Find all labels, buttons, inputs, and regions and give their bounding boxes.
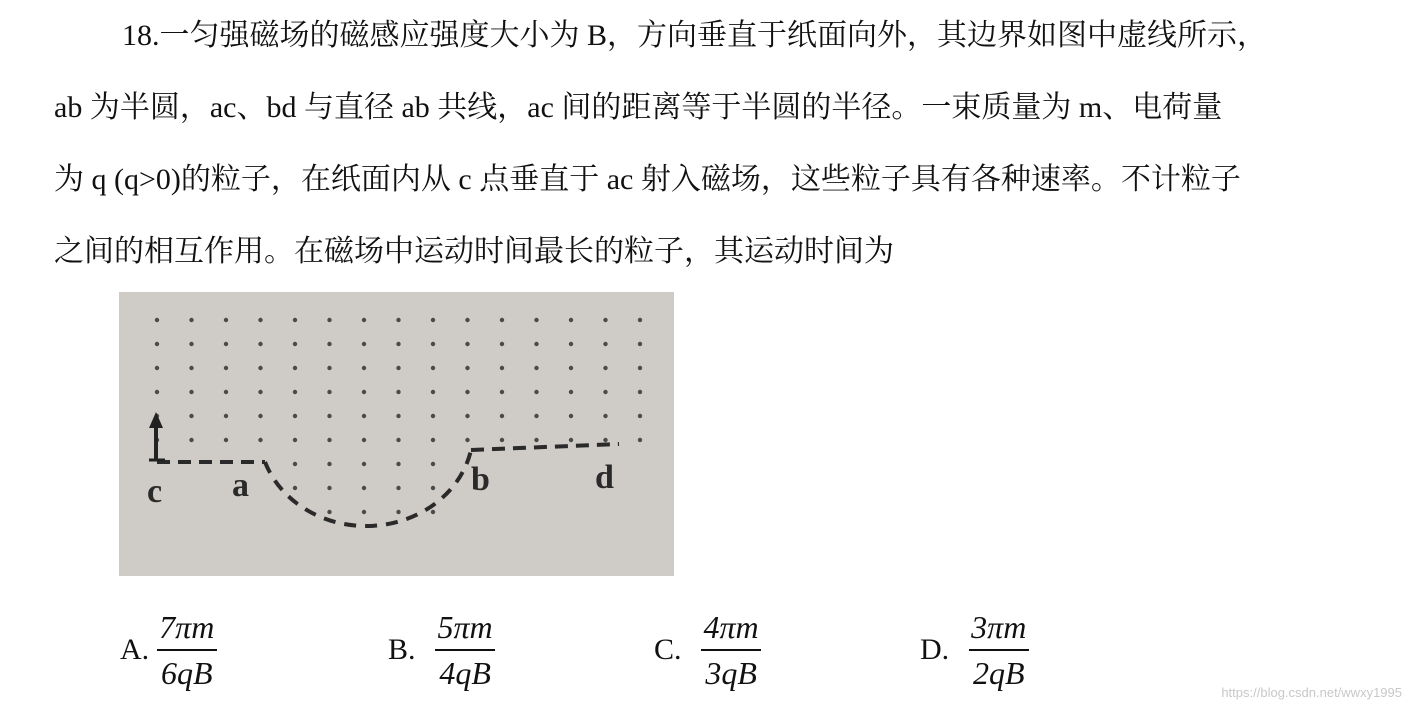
- field-dot: [534, 390, 538, 394]
- field-dot: [362, 486, 366, 490]
- field-dot: [293, 342, 297, 346]
- field-dot: [224, 366, 228, 370]
- field-dot: [155, 318, 159, 322]
- field-dot: [189, 414, 193, 418]
- field-dot: [362, 510, 366, 514]
- field-dot: [500, 318, 504, 322]
- question-line: 之间的相互作用。在磁场中运动时间最长的粒子，其运动时间为: [54, 235, 894, 268]
- field-dot: [396, 318, 400, 322]
- option-b[interactable]: [388, 600, 497, 700]
- field-dot: [534, 342, 538, 346]
- field-dot: [431, 486, 435, 490]
- field-dot: [362, 438, 366, 442]
- option-fraction: [700, 607, 763, 693]
- field-dot: [396, 510, 400, 514]
- option-fraction: [155, 607, 218, 693]
- field-dot: [569, 390, 573, 394]
- field-dot: [327, 342, 331, 346]
- field-dot: [396, 486, 400, 490]
- field-dot: [534, 414, 538, 418]
- question-line: 18.一匀强磁场的磁感应强度大小为 B，方向垂直于纸面向外，其边界如图中虚线所示，: [122, 19, 1268, 52]
- field-dot: [189, 342, 193, 346]
- field-dot: [603, 438, 607, 442]
- field-dot: [155, 342, 159, 346]
- option-letter: A.: [120, 633, 150, 666]
- field-dot: [293, 414, 297, 418]
- field-dot: [396, 342, 400, 346]
- option-letter: C.: [654, 633, 682, 666]
- figure-background: [119, 292, 674, 576]
- fraction-numerator: 7πm: [159, 609, 215, 645]
- field-dot: [258, 414, 262, 418]
- fraction-numerator: 4πm: [703, 609, 759, 645]
- field-dot: [500, 342, 504, 346]
- fraction-denominator: 6qB: [157, 649, 217, 693]
- fraction-numerator: 5πm: [437, 609, 493, 645]
- field-dot: [465, 366, 469, 370]
- field-dot: [189, 438, 193, 442]
- field-dot: [431, 438, 435, 442]
- field-dot: [465, 438, 469, 442]
- field-dot: [155, 390, 159, 394]
- question-line: ab 为半圆，ac、bd 与直径 ab 共线，ac 间的距离等于半圆的半径。一束质量为 m、电荷量: [54, 91, 1223, 124]
- field-dot: [224, 342, 228, 346]
- field-dot: [396, 438, 400, 442]
- field-dot: [293, 462, 297, 466]
- field-dot: [638, 342, 642, 346]
- field-dot: [431, 510, 435, 514]
- answer-options: [0, 600, 1412, 700]
- field-dot: [569, 438, 573, 442]
- field-dot: [327, 486, 331, 490]
- field-dot: [258, 438, 262, 442]
- watermark-url: https://blog.csdn.net/wwxy1995: [1221, 685, 1402, 700]
- field-dot: [569, 366, 573, 370]
- field-dot: [603, 318, 607, 322]
- field-dot: [327, 414, 331, 418]
- field-dot: [638, 414, 642, 418]
- field-dot: [500, 438, 504, 442]
- field-dot: [465, 318, 469, 322]
- field-dot: [638, 438, 642, 442]
- fraction-numerator: 3πm: [971, 609, 1027, 645]
- field-dot: [224, 414, 228, 418]
- field-dot: [362, 390, 366, 394]
- field-dot: [569, 342, 573, 346]
- field-dot: [431, 414, 435, 418]
- field-dot: [189, 366, 193, 370]
- field-dot: [293, 438, 297, 442]
- field-dot: [362, 366, 366, 370]
- field-dot: [293, 390, 297, 394]
- option-letter: D.: [920, 633, 950, 666]
- field-dot: [396, 414, 400, 418]
- magnetic-field-figure: [119, 292, 674, 576]
- field-dot: [327, 510, 331, 514]
- field-dot: [327, 318, 331, 322]
- field-dot: [293, 486, 297, 490]
- field-dot: [224, 438, 228, 442]
- field-dot: [327, 462, 331, 466]
- field-dot: [327, 366, 331, 370]
- field-dot: [465, 390, 469, 394]
- field-dot: [362, 462, 366, 466]
- field-dot: [362, 318, 366, 322]
- field-dot: [258, 366, 262, 370]
- field-dot: [500, 366, 504, 370]
- option-letter: B.: [388, 633, 416, 666]
- question-line: 为 q (q>0)的粒子，在纸面内从 c 点垂直于 ac 射入磁场，这些粒子具有各种速率。不计粒子: [54, 163, 1241, 196]
- field-dot: [327, 438, 331, 442]
- field-dot: [396, 462, 400, 466]
- label-d: d: [595, 459, 614, 496]
- field-dot: [534, 438, 538, 442]
- field-dot: [534, 318, 538, 322]
- field-dot: [500, 414, 504, 418]
- field-dot: [638, 390, 642, 394]
- option-fraction: [434, 607, 497, 693]
- field-dot: [603, 390, 607, 394]
- field-dot: [189, 390, 193, 394]
- field-dot: [224, 390, 228, 394]
- field-dot: [638, 366, 642, 370]
- field-dot: [638, 318, 642, 322]
- field-dot: [603, 366, 607, 370]
- field-dot: [258, 390, 262, 394]
- field-dot: [362, 342, 366, 346]
- option-d[interactable]: [920, 600, 1030, 700]
- fraction-denominator: 3qB: [701, 649, 761, 693]
- option-a[interactable]: [120, 600, 218, 700]
- fraction-denominator: 2qB: [969, 649, 1029, 693]
- field-dot: [293, 366, 297, 370]
- fraction-denominator: 4qB: [435, 649, 495, 693]
- field-dot: [500, 390, 504, 394]
- field-dot: [258, 318, 262, 322]
- field-dot: [431, 318, 435, 322]
- option-c[interactable]: [654, 600, 763, 700]
- field-dot: [431, 366, 435, 370]
- label-a: a: [232, 467, 249, 504]
- field-dot: [396, 366, 400, 370]
- field-dot: [258, 342, 262, 346]
- field-dot: [155, 366, 159, 370]
- field-dot: [431, 342, 435, 346]
- field-dot: [327, 390, 331, 394]
- label-b: b: [471, 461, 490, 498]
- field-dot: [603, 414, 607, 418]
- label-c: c: [147, 473, 163, 510]
- option-fraction: [967, 607, 1030, 693]
- field-dot: [603, 342, 607, 346]
- field-dot: [465, 414, 469, 418]
- field-dot: [534, 366, 538, 370]
- question-text: [54, 0, 1384, 288]
- field-dot: [431, 390, 435, 394]
- field-dot: [465, 342, 469, 346]
- field-dot: [189, 318, 193, 322]
- field-dot: [293, 318, 297, 322]
- field-dot: [431, 462, 435, 466]
- field-dot: [569, 318, 573, 322]
- field-dot: [362, 414, 366, 418]
- field-dot: [224, 318, 228, 322]
- field-dot: [569, 414, 573, 418]
- field-dot: [396, 390, 400, 394]
